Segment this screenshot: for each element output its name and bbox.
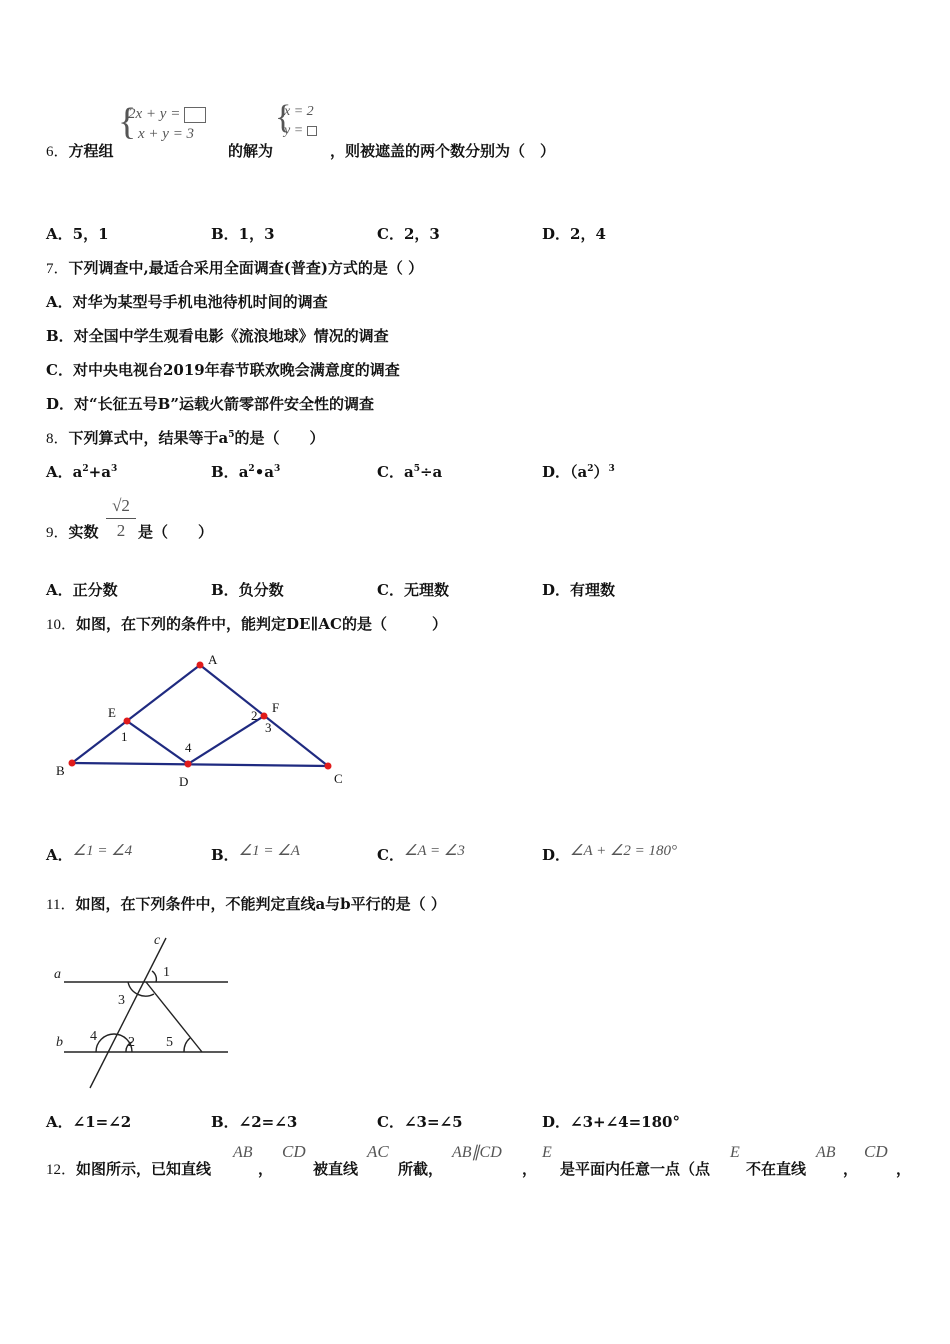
hidden-number-box bbox=[184, 107, 206, 123]
angle-label-1: 1 bbox=[121, 729, 128, 744]
q6-text-c: ，则被遮盖的两个数分别为（ ） bbox=[330, 142, 556, 160]
q10-option-b: B．∠1 = ∠A bbox=[211, 843, 300, 864]
label-f: F bbox=[272, 700, 280, 715]
segment-ab bbox=[72, 665, 200, 763]
solution-line-1: x = 2 bbox=[284, 104, 314, 119]
angle-arc-3 bbox=[128, 982, 154, 996]
q8 bbox=[46, 427, 325, 448]
system-line-1: 2x + y = bbox=[128, 106, 185, 122]
angle-arc-5 bbox=[184, 1038, 190, 1052]
q12-text-e: 不在直线 bbox=[746, 1160, 807, 1178]
angle-label-3: 3 bbox=[265, 720, 272, 735]
solution-system: { x = 2 y = bbox=[275, 102, 317, 140]
point-d bbox=[185, 761, 192, 768]
q9-option-b: B．负分数 bbox=[211, 581, 284, 599]
q6-text-b: 的解为 bbox=[228, 142, 274, 160]
angle-label-2: 2 bbox=[128, 1035, 135, 1050]
q6-option-a: A．5，1 bbox=[46, 225, 109, 243]
q7-option-d: D．对“长征五号B”运载火箭零部件安全性的调查 bbox=[46, 395, 374, 413]
question-number: 11． bbox=[46, 897, 76, 913]
q6-option-b: B．1，3 bbox=[211, 225, 275, 243]
label-line-c: c bbox=[154, 933, 161, 948]
line-c bbox=[90, 938, 166, 1088]
segment-bc bbox=[72, 763, 328, 766]
question-text: 下列调查中,最适合采用全面调查(普查)方式的是（ ） bbox=[68, 259, 424, 277]
comma: ， bbox=[896, 1160, 912, 1178]
question-text: 如图，在下列的条件中，能判定DE∥AC的是（ ） bbox=[76, 615, 447, 633]
q11 bbox=[46, 893, 446, 914]
comma: ， bbox=[522, 1160, 538, 1178]
q12 bbox=[46, 1158, 211, 1179]
label-line-a: a bbox=[54, 967, 61, 982]
math-cd: CD bbox=[282, 1142, 306, 1161]
math-e: E bbox=[542, 1144, 552, 1161]
system-line-2: x + y = 3 bbox=[138, 126, 195, 142]
question-text: 下列算式中，结果等于a bbox=[68, 429, 229, 447]
math-ac: AC bbox=[367, 1142, 389, 1161]
question-number: 6． bbox=[46, 144, 69, 160]
label-e: E bbox=[108, 705, 116, 720]
point-c bbox=[325, 763, 332, 770]
point-b bbox=[69, 760, 76, 767]
label-line-b: b bbox=[56, 1035, 63, 1050]
q8-option-d: D．$(a^2)^3$ bbox=[542, 463, 615, 481]
question-text: 实数 bbox=[68, 523, 99, 541]
q9-text-b: 是（ ） bbox=[138, 523, 214, 541]
q9-option-d: D．有理数 bbox=[542, 581, 616, 599]
fraction-sqrt2-over-2 bbox=[106, 494, 136, 543]
segment-df bbox=[188, 716, 264, 764]
transversal bbox=[146, 982, 202, 1052]
angle-label-4: 4 bbox=[90, 1029, 97, 1044]
equation-system: { 2x + y = x + y = 3 bbox=[118, 104, 206, 144]
math-ab: AB bbox=[233, 1144, 253, 1161]
q8-option-a: A．$a^2+a^3$ bbox=[46, 463, 118, 481]
q7-option-a: A．对华为某型号手机电池待机时间的调查 bbox=[46, 293, 328, 311]
parallel-lines-figure bbox=[46, 928, 246, 1093]
triangle-figure bbox=[50, 650, 360, 800]
question-number: 7． bbox=[46, 261, 69, 277]
q7-option-b: B．对全国中学生观看电影《流浪地球》情况的调查 bbox=[46, 327, 389, 345]
comma: ， bbox=[258, 1160, 274, 1178]
q12-text-b: 被直线 bbox=[313, 1160, 359, 1178]
q11-option-c: C．∠3=∠5 bbox=[377, 1113, 463, 1131]
q6-option-c: C．2，3 bbox=[377, 225, 440, 243]
option-expr: ∠A + ∠2 = 180° bbox=[570, 843, 678, 859]
fraction-numerator: √2 bbox=[106, 494, 136, 519]
comma: ， bbox=[843, 1160, 859, 1178]
angle-label-5: 5 bbox=[166, 1035, 173, 1050]
question-number: 10． bbox=[46, 617, 77, 633]
q11-option-b: B．∠2=∠3 bbox=[211, 1113, 298, 1131]
q9-option-c: C．无理数 bbox=[377, 581, 449, 599]
point-a bbox=[197, 662, 204, 669]
q8-option-c: C．$a^5\div a$ bbox=[377, 463, 443, 481]
question-text: 方程组 bbox=[68, 142, 114, 160]
label-b: B bbox=[56, 763, 65, 778]
question-number: 12． bbox=[46, 1162, 77, 1178]
angle-label-4: 4 bbox=[185, 740, 192, 755]
fraction-denominator: 2 bbox=[116, 521, 126, 540]
option-expr: ∠1 = ∠4 bbox=[72, 843, 133, 859]
label-c: C bbox=[334, 771, 343, 786]
label-a: A bbox=[208, 652, 218, 667]
label-d: D bbox=[179, 774, 189, 789]
q7 bbox=[46, 257, 423, 278]
angle-label-3: 3 bbox=[118, 993, 125, 1008]
question-number: 9． bbox=[46, 525, 69, 541]
math-ab: AB bbox=[816, 1144, 836, 1161]
q6-option-d: D．2，4 bbox=[542, 225, 606, 243]
question-text: 如图，在下列条件中，不能判定直线a与b平行的是（ ） bbox=[75, 895, 446, 913]
angle-label-1: 1 bbox=[163, 965, 170, 980]
q10-option-d: D．∠A + ∠2 = 180° bbox=[542, 843, 678, 864]
q12-text-d: 是平面内任意一点（点 bbox=[560, 1160, 711, 1178]
option-expr: ∠1 = ∠A bbox=[238, 843, 300, 859]
question-text-end: 的是（ ） bbox=[234, 429, 325, 447]
q11-option-a: A．∠1=∠2 bbox=[46, 1113, 132, 1131]
q12-text-c: 所截， bbox=[398, 1160, 444, 1178]
question-text: 如图所示，已知直线 bbox=[76, 1160, 212, 1178]
segment-ed bbox=[127, 721, 188, 764]
option-expr: ∠A = ∠3 bbox=[403, 843, 465, 859]
q10 bbox=[46, 613, 447, 634]
q10-option-c: C．∠A = ∠3 bbox=[377, 843, 465, 864]
hidden-number-box bbox=[307, 126, 317, 136]
math-ab-parallel-cd: AB∥CD bbox=[452, 1144, 502, 1161]
q11-option-d: D．∠3+∠4=180° bbox=[542, 1113, 680, 1131]
question-number: 8． bbox=[46, 431, 69, 447]
angle-label-2: 2 bbox=[251, 708, 258, 723]
exponent: 5 bbox=[228, 430, 235, 440]
math-e: E bbox=[730, 1144, 740, 1161]
q8-option-b: B．$a^2•a^3$ bbox=[211, 463, 281, 481]
q9-option-a: A．正分数 bbox=[46, 581, 118, 599]
q10-option-a: A．∠1 = ∠4 bbox=[46, 843, 133, 864]
q9 bbox=[46, 521, 99, 542]
q7-option-c: C．对中央电视台2019年春节联欢晚会满意度的调查 bbox=[46, 361, 400, 379]
solution-line-2: y = bbox=[284, 123, 307, 138]
point-f bbox=[261, 713, 268, 720]
math-cd: CD bbox=[864, 1142, 888, 1161]
q6 bbox=[46, 140, 114, 161]
angle-arc-1 bbox=[152, 971, 156, 982]
point-e bbox=[124, 718, 131, 725]
